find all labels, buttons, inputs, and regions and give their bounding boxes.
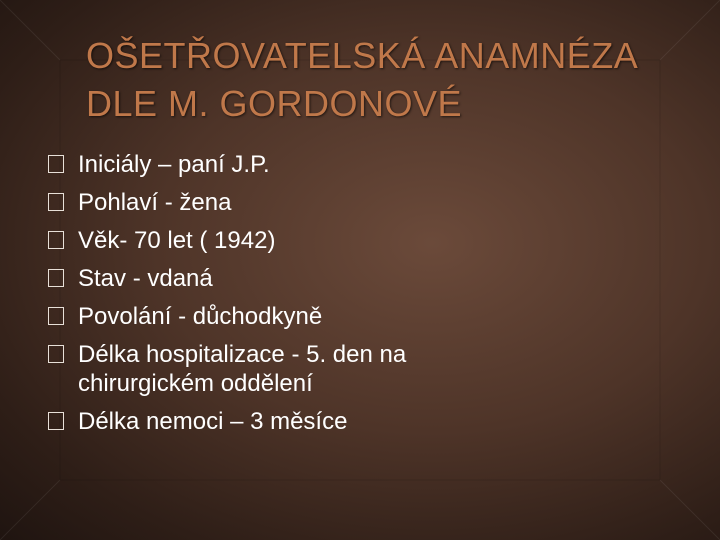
bullet-text: Délka hospitalizace - 5. den na chirurgickém oddělení	[78, 341, 407, 397]
square-bullet-icon	[48, 412, 64, 430]
square-bullet-icon	[48, 231, 64, 249]
bullet-item-sex	[46, 188, 666, 217]
bullet-item-occupation	[46, 302, 666, 331]
bullet-item-illness-length	[46, 407, 666, 436]
slide-title-line-1: OŠETŘOVATELSKÁ ANAMNÉZA	[86, 35, 639, 76]
bullet-item-initials	[46, 150, 666, 179]
square-bullet-icon	[48, 345, 64, 363]
bullet-text: Stav - vdaná	[78, 265, 213, 292]
square-bullet-icon	[48, 307, 64, 325]
bullet-text: Pohlaví - žena	[78, 189, 232, 216]
bullet-text: Délka nemoci – 3 měsíce	[78, 408, 348, 435]
bullet-item-marital-status	[46, 264, 666, 293]
square-bullet-icon	[48, 193, 64, 211]
bullet-text: Iniciály – paní J.P.	[78, 151, 270, 178]
bullet-item-hospitalization-length	[46, 340, 498, 398]
slide-title	[86, 32, 686, 128]
square-bullet-icon	[48, 155, 64, 173]
bullet-text: Povolání - důchodkyně	[78, 303, 323, 330]
square-bullet-icon	[48, 269, 64, 287]
bullet-list	[46, 150, 666, 445]
bullet-item-age	[46, 226, 666, 255]
slide-title-line-2: DLE M. GORDONOVÉ	[86, 83, 463, 124]
bullet-text: Věk- 70 let ( 1942)	[78, 227, 276, 254]
